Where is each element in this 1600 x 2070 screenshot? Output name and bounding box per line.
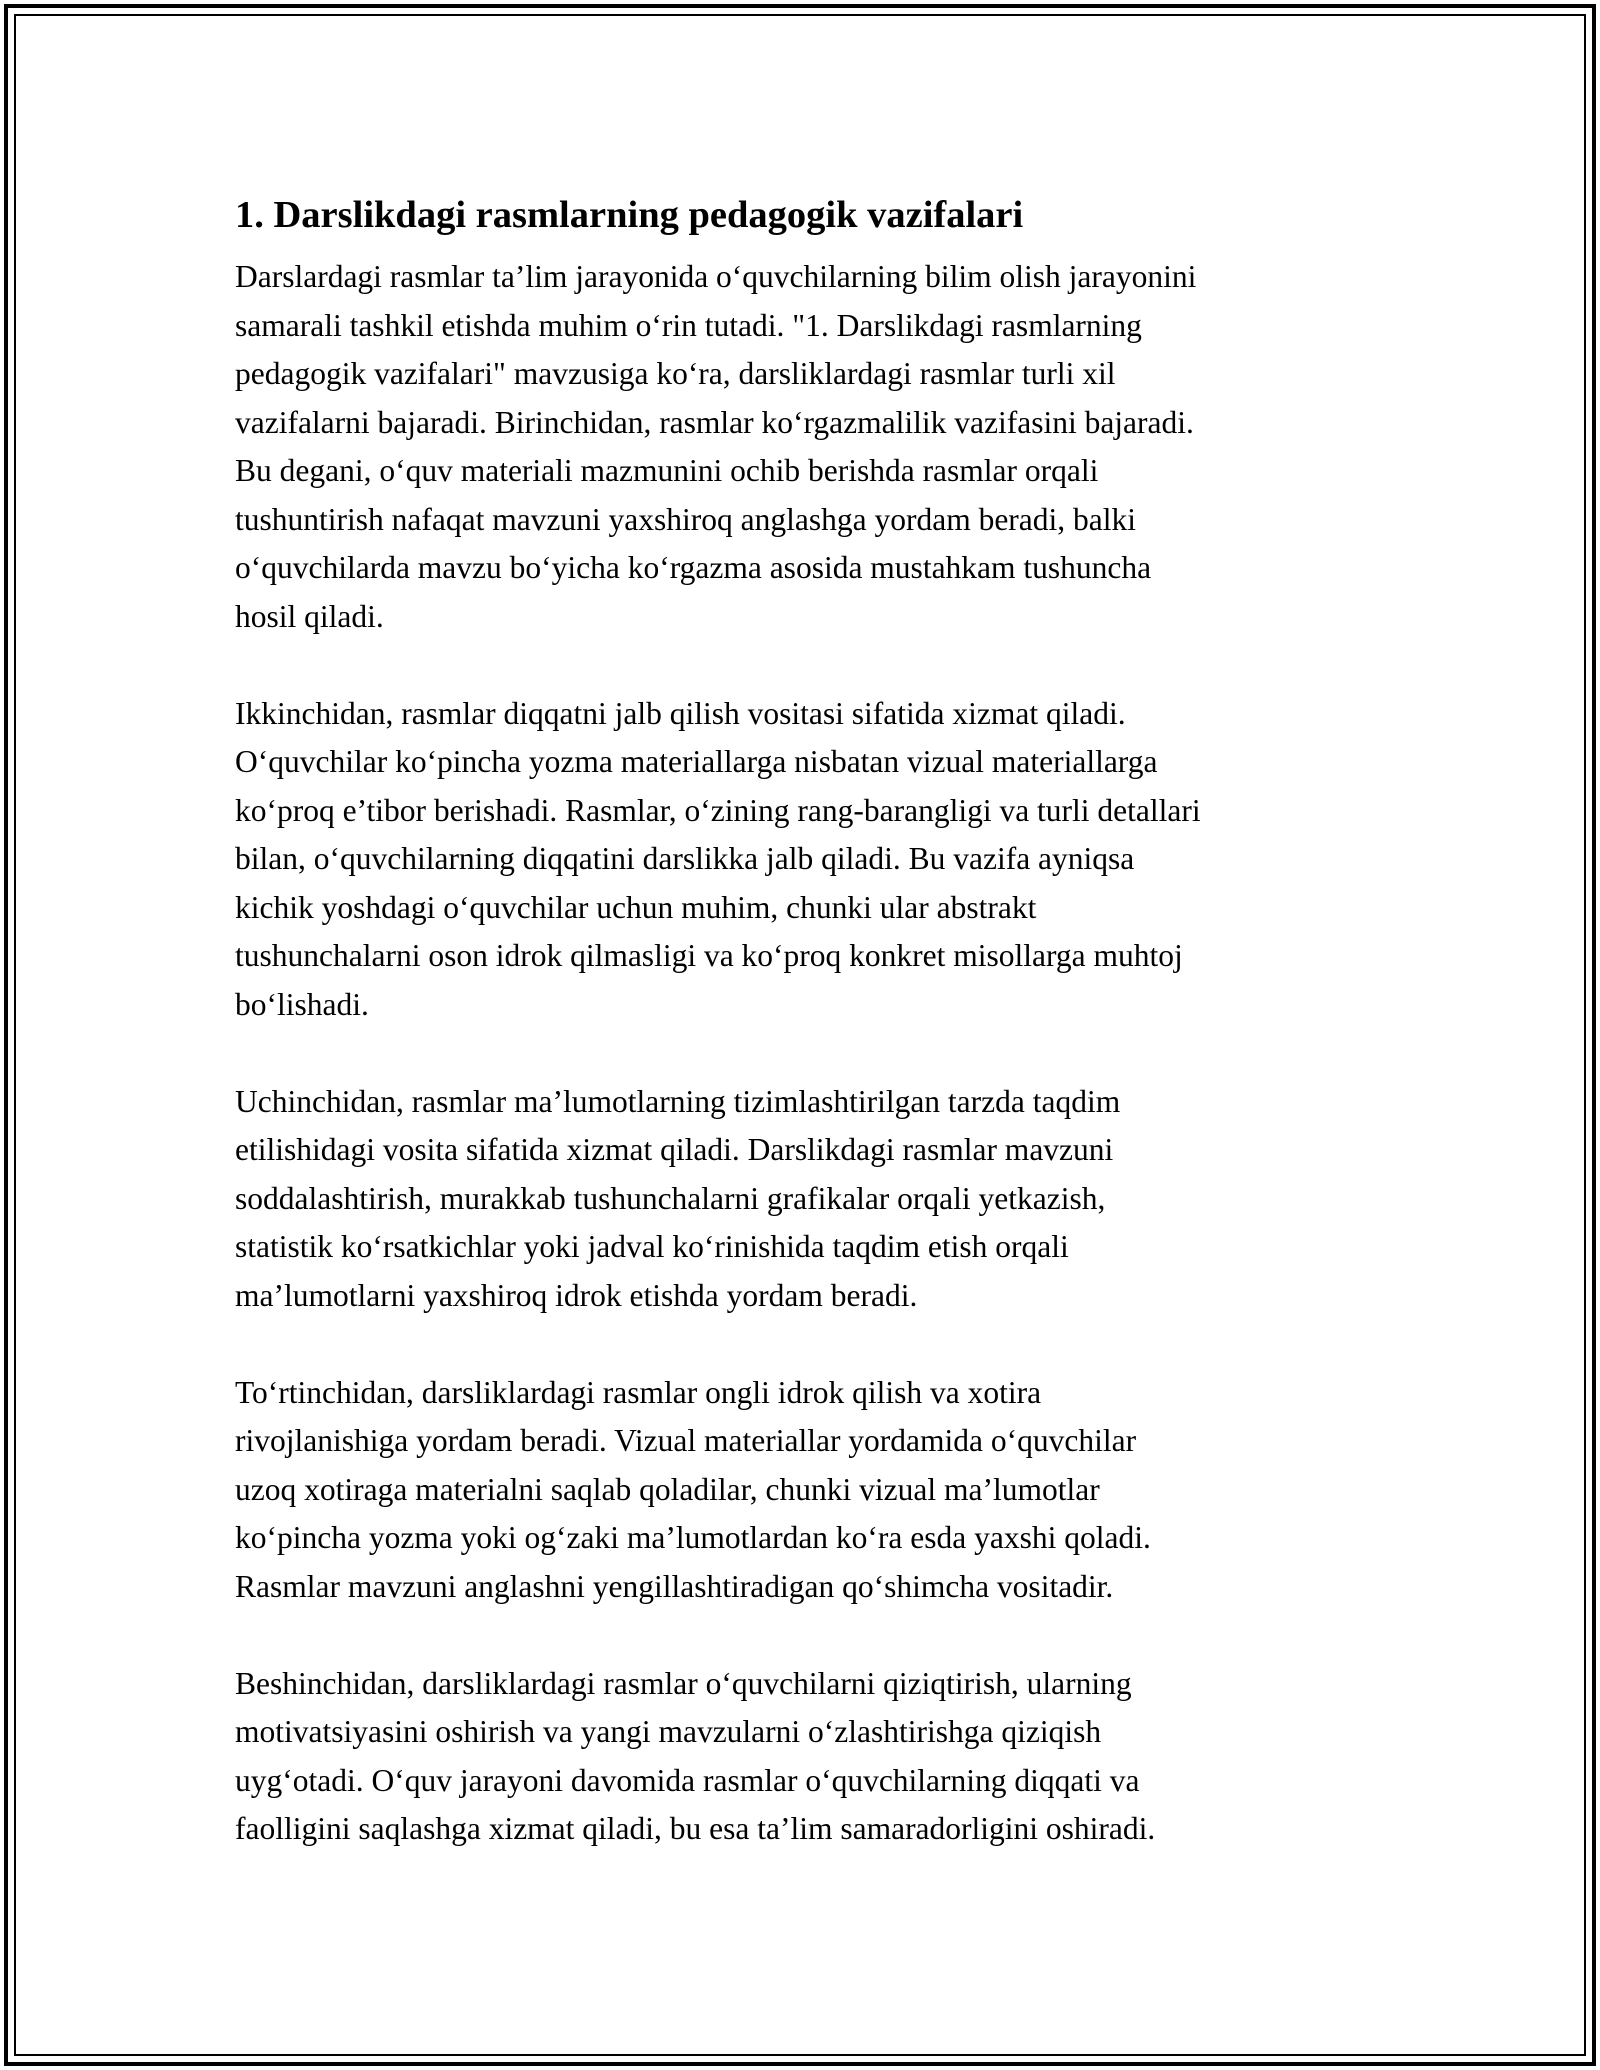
paragraph-3 — [235, 1078, 1365, 1321]
text-line: statistik ko‘rsatkichlar yoki jadval ko‘rinishida taqdim etish orqali — [235, 1229, 1069, 1264]
text-line: faolligini saqlashga xizmat qiladi, bu esa ta’lim samaradorligini oshiradi. — [235, 1811, 1156, 1846]
text-line: vazifalarni bajaradi. Birinchidan, rasmlar ko‘rgazmalilik vazifasini bajaradi. — [235, 404, 1194, 440]
text-line: uyg‘otadi. O‘quv jarayoni davomida rasmlar o‘quvchilarning diqqati va — [235, 1762, 1140, 1798]
text-line: Beshinchidan, darsliklardagi rasmlar o‘quvchilarni qiziqtirish, ularning — [235, 1665, 1132, 1701]
text-line: soddalashtirish, murakkab tushunchalarni grafikalar orqali yetkazish, — [235, 1180, 1106, 1216]
text-line: To‘rtinchidan, darsliklardagi rasmlar ongli idrok qilish va xotira — [235, 1374, 1042, 1410]
text-line: uzoq xotiraga materialni saqlab qoladilar, chunki vizual ma’lumotlar — [235, 1471, 1100, 1507]
text-line: Rasmlar mavzuni anglashni yengillashtiradigan qo‘shimcha vositadir. — [235, 1568, 1114, 1604]
text-line: bo‘lishadi. — [235, 986, 369, 1022]
text-line: ma’lumotlarni yaxshiroq idrok etishda yordam beradi. — [235, 1277, 918, 1313]
text-line: samarali tashkil etishda muhim o‘rin tutadi. "1. Darslikdagi rasmlarning — [235, 307, 1142, 343]
text-line: tushuntirish nafaqat mavzuni yaxshiroq anglashga yordam beradi, balki — [235, 501, 1137, 537]
paragraph-1 — [235, 253, 1365, 641]
text-line: Bu degani, o‘quv materiali mazmunini ochib berishda rasmlar orqali — [235, 453, 1099, 488]
text-line: kichik yoshdagi o‘quvchilar uchun muhim, chunki ular abstrakt — [235, 889, 1037, 925]
text-line: Uchinchidan, rasmlar ma’lumotlarning tizimlashtirilgan tarzda taqdim — [235, 1083, 1121, 1119]
text-line: o‘quvchilarda mavzu bo‘yicha ko‘rgazma asosida mustahkam tushuncha — [235, 550, 1152, 585]
text-line: bilan, o‘quvchilarning diqqatini darslikka jalb qiladi. Bu vazifa ayniqsa — [235, 841, 1135, 876]
text-line: Darslardagi rasmlar ta’lim jarayonida o‘quvchilarning bilim olish jarayonini — [235, 259, 1197, 294]
text-line: ko‘pincha yozma yoki og‘zaki ma’lumotlardan ko‘ra esda yaxshi qoladi. — [235, 1520, 1151, 1555]
paragraph-4 — [235, 1369, 1365, 1612]
text-line: ko‘proq e’tibor berishadi. Rasmlar, o‘zining rang-barangligi va turli detallari — [235, 792, 1201, 828]
text-line: rivojlanishiga yordam beradi. Vizual materiallar yordamida o‘quvchilar — [235, 1423, 1137, 1458]
text-line: etilishidagi vosita sifatida xizmat qiladi. Darslikdagi rasmlar mavzuni — [235, 1132, 1114, 1167]
text-line: pedagogik vazifalari" mavzusiga ko‘ra, darsliklardagi rasmlar turli xil — [235, 356, 1116, 391]
document-title: 1. Darslikdagi rasmlarning pedagogik vazifalari — [235, 194, 1024, 236]
text-line: tushunchalarni oson idrok qilmasligi va ko‘proq konkret misollarga muhtoj — [235, 938, 1183, 973]
text-line: motivatsiyasini oshirish va yangi mavzularni o‘zlashtirishga qiziqish — [235, 1714, 1102, 1749]
paragraph-2 — [235, 690, 1365, 1030]
document-body — [235, 185, 1365, 1902]
text-line: O‘quvchilar ko‘pincha yozma materiallarga nisbatan vizual materiallarga — [235, 744, 1158, 779]
text-line: Ikkinchidan, rasmlar diqqatni jalb qilish vositasi sifatida xizmat qiladi. — [235, 695, 1126, 731]
paragraph-5 — [235, 1660, 1365, 1854]
text-line: hosil qiladi. — [235, 598, 384, 634]
